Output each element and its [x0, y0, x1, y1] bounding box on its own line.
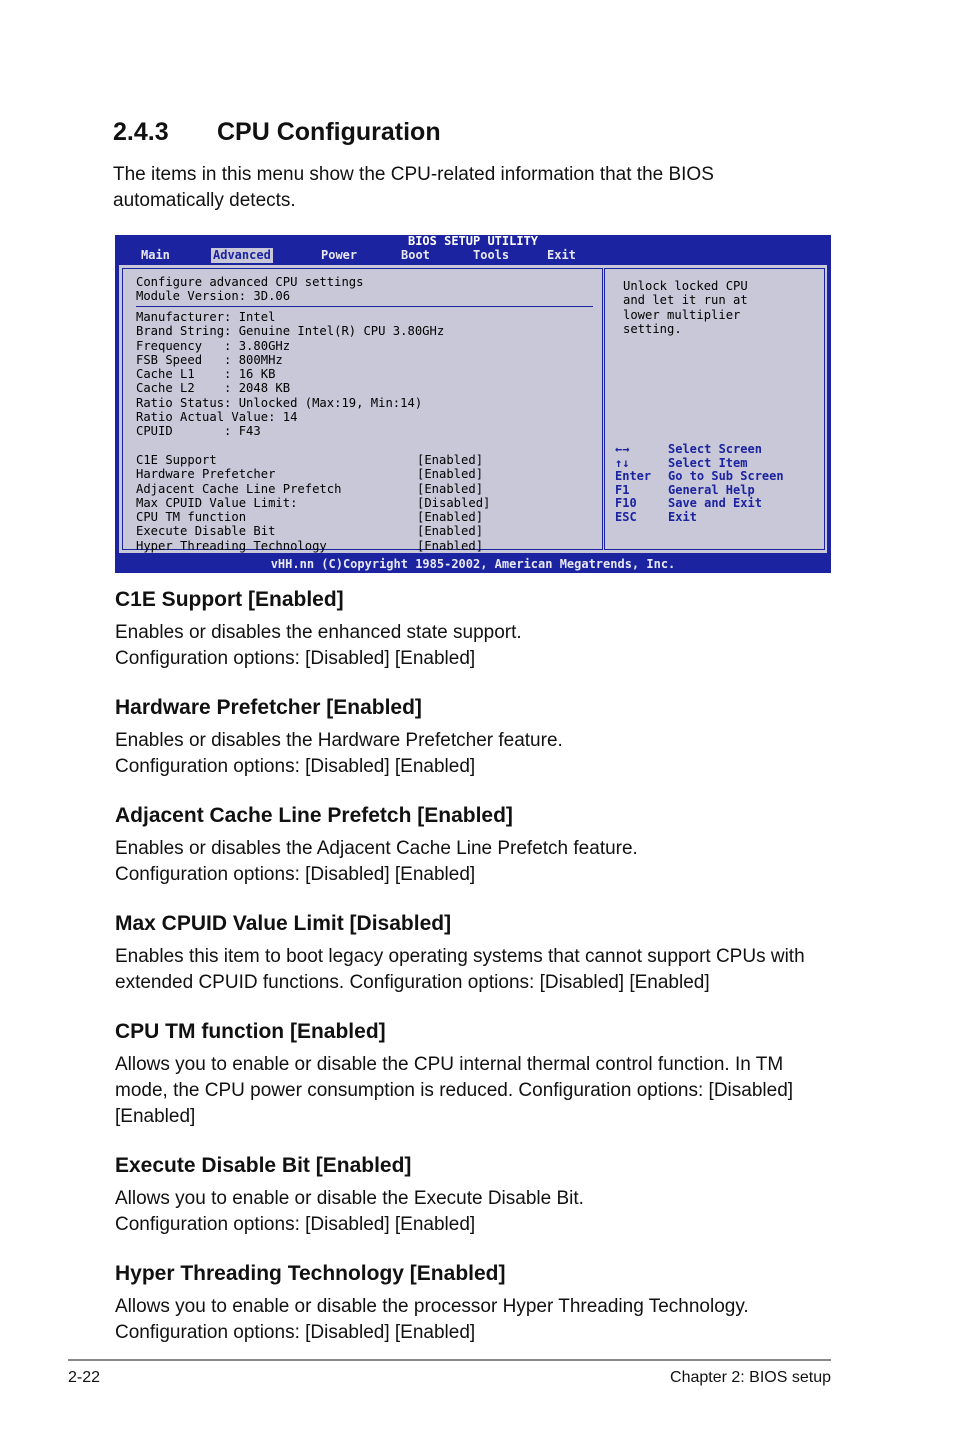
item-desc-max-cpuid: Enables this item to boot legacy operating systems that cannot support CPUs with extended CPUID functions. Configuration options: [Disabled] [Enabled]: [115, 946, 805, 993]
item-title-max-cpuid: Max CPUID Value Limit [Disabled]: [115, 912, 452, 935]
key-action: Go to Sub Screen: [668, 469, 784, 484]
item-title-cpu-tm: CPU TM function [Enabled]: [115, 1020, 386, 1043]
option-label: CPU TM function: [136, 510, 247, 525]
key-action: Select Item: [668, 455, 748, 470]
item-desc-execute-disable: Allows you to enable or disable the Execute Disable Bit. Configuration options: [Disabled] [Enabled]: [115, 1188, 584, 1235]
option-value[interactable]: [Enabled]: [417, 524, 484, 539]
key-name: ESC: [615, 509, 637, 524]
item-title-execute-disable: Execute Disable Bit [Enabled]: [115, 1154, 412, 1177]
key-action: Save and Exit: [668, 496, 762, 511]
key-name: F1: [615, 482, 630, 497]
key-name: Enter: [615, 469, 652, 484]
chapter-label: Chapter 2: BIOS setup: [670, 1369, 831, 1386]
item-title-adjacent-cache-line: Adjacent Cache Line Prefetch [Enabled]: [115, 804, 513, 827]
section-intro: The items in this menu show the CPU-related information that the BIOS automatically detects.: [113, 164, 714, 211]
bios-title: BIOS SETUP UTILITY: [407, 234, 539, 248]
cpu-frequency: Frequency : 3.80GHz: [136, 338, 291, 353]
item-title-c1e-support: C1E Support [Enabled]: [115, 588, 344, 611]
section-number: 2.4.3: [113, 118, 169, 146]
key-exit: [615, 511, 784, 525]
key-action: Select Screen: [668, 442, 762, 456]
key-select-item: [615, 457, 784, 471]
bios-copyright: vHH.nn (C)Copyright 1985-2002, American Megatrends, Inc.: [270, 557, 676, 571]
bios-body: [119, 265, 827, 553]
bios-menu-advanced[interactable]: Advanced: [213, 248, 271, 262]
bios-menu-exit[interactable]: Exit: [547, 248, 576, 262]
bios-option-hyper-threading[interactable]: [136, 539, 490, 553]
option-value[interactable]: [Enabled]: [417, 510, 484, 525]
bios-options: [136, 453, 490, 553]
item-desc-hyper-threading: Allows you to enable or disable the processor Hyper Threading Technology. Configuration options: [Disabled] [Enabled]: [115, 1296, 749, 1343]
section-title: [113, 118, 441, 147]
bios-module-version: Module Version: 3D.06: [136, 289, 291, 304]
help-line: Unlock locked CPU: [623, 279, 748, 293]
bios-help-text: [623, 279, 748, 336]
bios-menu-tools[interactable]: Tools: [473, 248, 510, 262]
bios-cpu-info: [136, 310, 444, 439]
cpu-cpuid: CPUID : F43: [136, 424, 261, 439]
bios-panel-header: [136, 275, 363, 304]
bios-header-line: Configure advanced CPU settings: [136, 275, 364, 289]
cpu-manufacturer: Manufacturer: Intel: [136, 310, 276, 324]
key-select-screen: [615, 443, 784, 457]
option-label: Hardware Prefetcher: [136, 467, 276, 482]
footer-divider: [68, 1359, 831, 1361]
item-desc-hardware-prefetcher: Enables or disables the Hardware Prefetcher feature. Configuration options: [Disabled] [Enabled]: [115, 730, 563, 777]
option-value[interactable]: [Disabled]: [417, 495, 491, 510]
option-value[interactable]: [Enabled]: [417, 538, 484, 553]
bios-titlebar: [115, 235, 831, 263]
bios-option-cpu-tm[interactable]: [136, 510, 490, 524]
key-arrows-lr-icon: ←→: [615, 442, 630, 456]
cpu-ratio-actual: Ratio Actual Value: 14: [136, 410, 298, 425]
bios-main-panel: [122, 268, 603, 553]
help-line: lower multiplier: [623, 307, 741, 322]
key-name: F10: [615, 496, 637, 511]
key-action: Exit: [668, 509, 697, 524]
bios-option-hardware-prefetcher[interactable]: [136, 467, 490, 481]
bios-divider: [136, 306, 593, 307]
bios-option-max-cpuid[interactable]: [136, 496, 490, 510]
bios-key-legend: [615, 443, 784, 525]
bios-menu-main[interactable]: Main: [141, 248, 170, 262]
page-number: 2-22: [68, 1369, 101, 1386]
option-value[interactable]: [Enabled]: [417, 453, 484, 467]
bios-help-panel: [604, 268, 825, 550]
item-desc-cpu-tm: Allows you to enable or disable the CPU internal thermal control function. In TM mode, the CPU power consumption is reduced. Configuration options: [Disabled] [Enabled]: [115, 1054, 794, 1127]
bios-menu-boot[interactable]: Boot: [401, 248, 430, 262]
option-label: Adjacent Cache Line Prefetch: [136, 481, 342, 496]
cpu-ratio-status: Ratio Status: Unlocked (Max:19, Min:14): [136, 395, 423, 410]
key-arrows-ud-icon: ↑↓: [615, 455, 630, 470]
option-value[interactable]: [Enabled]: [417, 467, 484, 482]
help-line: setting.: [623, 321, 682, 336]
section-title-text: CPU Configuration: [217, 118, 441, 146]
bios-option-c1e-support[interactable]: [136, 453, 490, 467]
key-general-help: [615, 484, 784, 498]
key-action: General Help: [668, 482, 755, 497]
option-value[interactable]: [Enabled]: [417, 481, 484, 496]
option-label: Hyper Threading Technology: [136, 538, 327, 553]
bios-menu-bar: [115, 248, 831, 263]
bios-option-execute-disable[interactable]: [136, 524, 490, 538]
item-desc-c1e-support: Enables or disables the enhanced state support. Configuration options: [Disabled] [Enabled]: [115, 622, 522, 669]
item-title-hyper-threading: Hyper Threading Technology [Enabled]: [115, 1262, 506, 1285]
bios-option-adjacent-cache-line[interactable]: [136, 482, 490, 496]
item-desc-adjacent-cache-line: Enables or disables the Adjacent Cache Line Prefetch feature. Configuration options: [Disabled] [Enabled]: [115, 838, 638, 885]
help-line: and let it run at: [623, 293, 748, 308]
key-save-and-exit: [615, 497, 784, 511]
cpu-brand-string: Brand String: Genuine Intel(R) CPU 3.80GHz: [136, 324, 445, 339]
key-go-to-sub-screen: [615, 470, 784, 484]
bios-screenshot: [115, 235, 831, 573]
cpu-cache-l2: Cache L2 : 2048 KB: [136, 381, 291, 396]
cpu-cache-l1: Cache L1 : 16 KB: [136, 367, 276, 382]
option-label: C1E Support: [136, 453, 217, 467]
bios-menu-power[interactable]: Power: [321, 248, 358, 262]
option-label: Max CPUID Value Limit:: [136, 495, 298, 510]
item-title-hardware-prefetcher: Hardware Prefetcher [Enabled]: [115, 696, 422, 719]
option-label: Execute Disable Bit: [136, 524, 276, 539]
cpu-fsb-speed: FSB Speed : 800MHz: [136, 352, 283, 367]
